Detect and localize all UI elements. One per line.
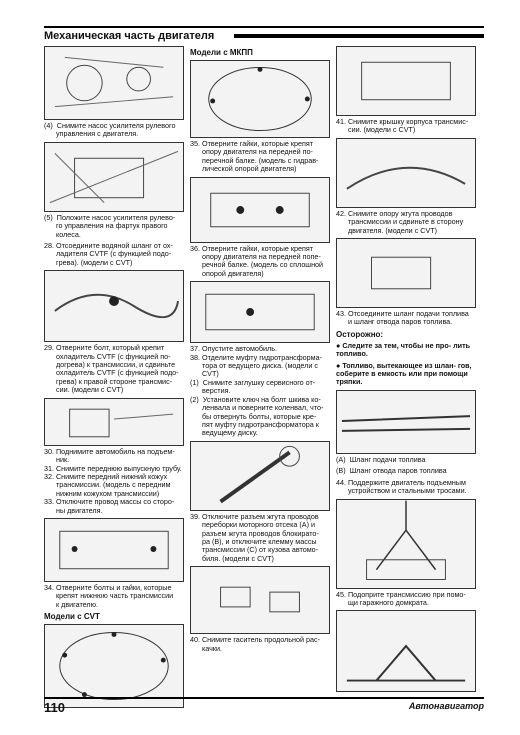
figure-garage-jack <box>336 610 476 692</box>
figure-engine-hoist <box>336 499 476 589</box>
step-36: 36. Отверните гайки, которые крепят опору двигателя на передней попе- речной балке. (модель со сплошной опорой двигателя) <box>190 243 324 278</box>
steps-30-33: 30. Поднимите автомобиль на подъем- ник. 31. Снимите переднюю выпускную трубу. 32. Снимите передний нижний кожух трансмиссии. (модель с передним нижним кожухом трансмиссии) 33. Отключите провод массы со сторо- ны двигателя. <box>44 446 182 515</box>
step-28: 28. Отсоедините водяной шланг от ох- ладителя CVTF (с функцией подо- грева). (модели с CVT) <box>44 241 173 267</box>
figure-transmission-cover <box>336 46 476 116</box>
column-2 <box>190 46 330 656</box>
figure-cvt-bolt-pattern <box>44 624 184 708</box>
figure-cvtf-cooler <box>44 398 184 446</box>
column-3 <box>336 46 476 692</box>
figure-hydraulic-mount <box>190 177 330 243</box>
column-1 <box>44 46 184 708</box>
figure-crank-pulley-wrench <box>190 441 330 511</box>
section-title: Механическая часть двигателя <box>44 30 215 42</box>
header-bar <box>234 34 484 38</box>
step-40: 40. Снимите гаситель продольной рас- качки. <box>190 635 320 653</box>
step-29: 29. Отверните болт, который крепит охладитель CVTF (с функцией по- догрева) к трансмиссии, и сдвиньте охладитель CVTF (с функцией подо- грева) к правой стороне трансмис- сии. (модели с CVT) <box>44 343 179 395</box>
publisher-brand: Автонавигатор <box>408 701 484 711</box>
step-41: 41. Снимите крышку корпуса трансмис- сии. (модели с CVT) <box>336 117 469 135</box>
page-number: 110 <box>44 700 65 715</box>
figure-fuel-lines <box>336 238 476 308</box>
page-footer <box>44 697 484 713</box>
step-35: 35. Отверните гайки, которые крепят опору двигателя на передней по- перечной балке. (модель с гидрав- лической опорой двигателя) <box>190 139 319 174</box>
caution-heading: Осторожно: <box>336 329 384 339</box>
figure-pump-on-fender <box>44 142 184 212</box>
step-4: (4) Снимите насос усилителя рулевого управления с двигателя. <box>44 121 176 139</box>
heading-cvt-models: Модели с CVT <box>44 612 100 622</box>
heading-mt-models: Модели с МКПП <box>190 48 253 57</box>
figure-lower-bolts <box>44 518 184 582</box>
step-43: 43. Отсоедините шланг подачи топлива и шланг отвода паров топлива. <box>336 309 469 327</box>
page-header <box>44 26 484 44</box>
figure-solid-mount <box>190 281 330 343</box>
step-39: 39. Отключите разъем жгута проводов переборки моторного отсека (A) и разъем жгута проводов блокирато- ра (B), и отключите клемму массы трансмиссии (C) от кузова автомо- биля. (модели с CVT) <box>190 511 319 563</box>
caution-item-1: ● Следите за тем, чтобы не про- лить топливо. <box>336 340 471 359</box>
figure-mt-bolt-pattern <box>190 60 330 138</box>
step-34: 34. Отверните болты и гайки, которые крепят нижнюю часть трансмиссии к двигателю. <box>44 582 174 609</box>
figure-fuel-hoses <box>336 390 476 454</box>
step-42: 42. Снимите опору жгута проводов трансмиссии и сдвиньте в сторону двигателя. (модели с CVT) <box>336 208 464 235</box>
figure-harness-bracket <box>336 138 476 208</box>
step-5: (5) Положите насос усилителя рулево- го управления на фартук правого колеса. <box>44 212 176 239</box>
legend-a: (A) Шланг подачи топлива <box>336 454 426 464</box>
figure-water-hose <box>44 270 184 342</box>
steps-37-38: 37. Опустите автомобиль. 38. Отделите муфту гидротрансформа- тора от ведущего диска. (модели с CVT) (1) Снимите заглушку сервисного от- верстия. (2) Установите ключ на болт шкива ко- ленвала и поверните коленвал, что- бы отвернуть болты, которые кре- пят муфту гидротрансформатора к ведущему диску. <box>190 344 324 438</box>
step-45: 45. Подоприте трансмиссию при помо- щи гаражного домкрата. <box>336 589 466 607</box>
legend-b: (B) Шланг отвода паров топлива <box>336 466 447 476</box>
figure-power-steering-pump <box>44 46 184 120</box>
caution-item-2: ● Топливо, вытекающее из шлан- гов, соберите в емкость или при помощи тряпки. <box>336 360 472 387</box>
figure-connectors <box>190 566 330 634</box>
step-44: 44. Поддержите двигатель подъемным устройством и стальными тросами. <box>336 477 467 496</box>
